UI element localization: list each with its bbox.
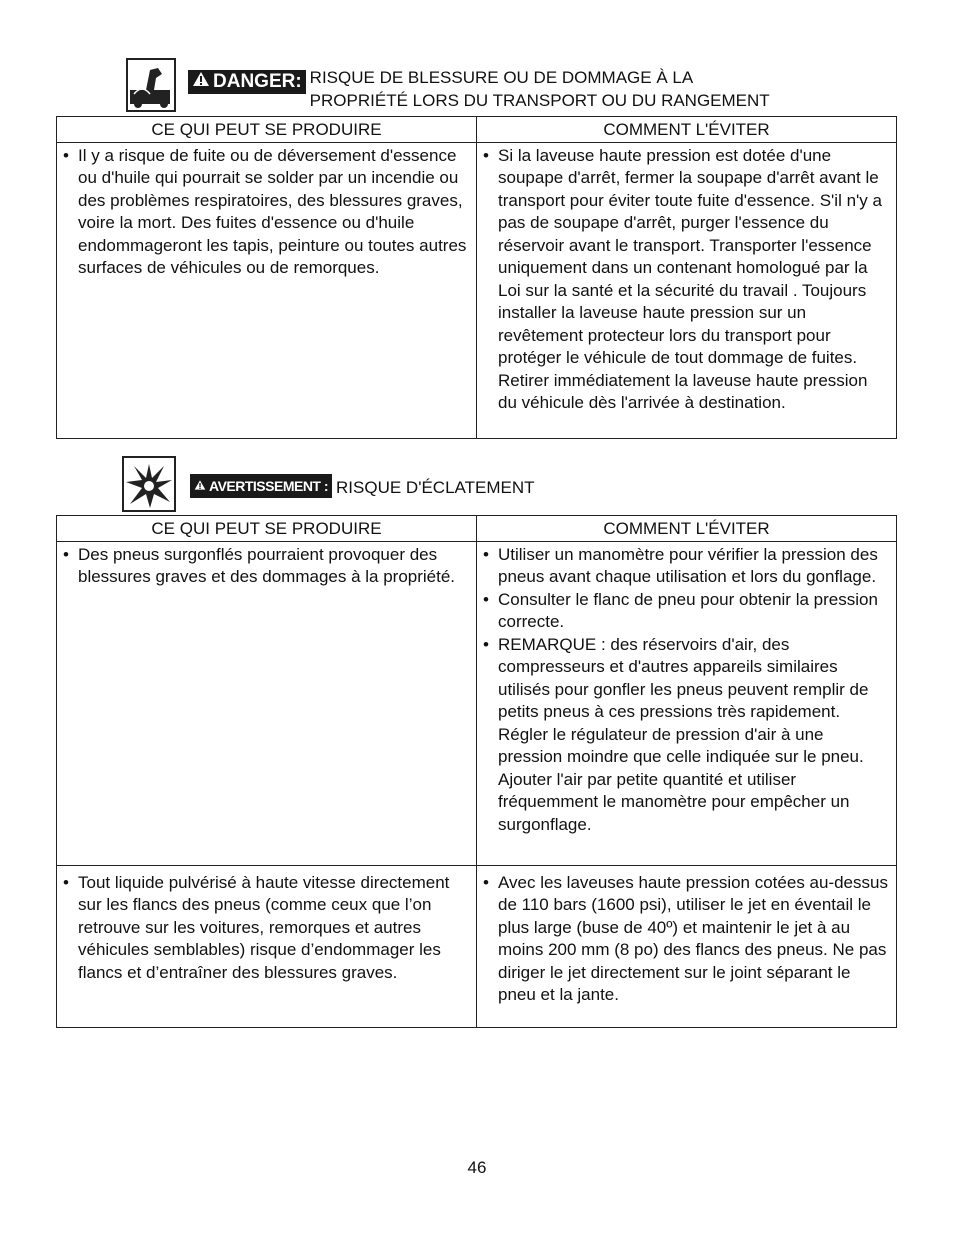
warning-triangle-icon: [192, 71, 210, 93]
hazard-cell: [57, 865, 477, 1027]
transport-hazard-icon: [126, 58, 176, 112]
section1-col2-header: COMMENT L'ÉVITER: [477, 117, 897, 143]
section2-col1-header: CE QUI PEUT SE PRODUIRE: [57, 516, 477, 542]
table-row: [57, 865, 897, 1027]
list-item: • REMARQUE : des réservoirs d'air, des compresseurs et d'autres appareils similaires utilisés pour gonfler les pneus peuvent remplir de petits pneus à ces pressions très rapidement. Régler le régulateur de pression d'air à une pression moindre que celle indiquée sur le pneu. Ajouter l'air par petite quantité et utiliser fréquemment le manomètre pour empêcher un surgonflage.: [483, 634, 890, 837]
section2-col2-header: COMMENT L'ÉVITER: [477, 516, 897, 542]
prevention-cell: [477, 142, 897, 438]
list-item: • Utiliser un manomètre pour vérifier la pression des pneus avant chaque utilisation et lors du gonflage.: [483, 544, 890, 589]
section1-title-line2: PROPRIÉTÉ LORS DU TRANSPORT OU DU RANGEMENT: [309, 91, 770, 110]
explosion-icon: [122, 456, 176, 512]
list-item: • Consulter le flanc de pneu pour obtenir la pression correcte.: [483, 589, 890, 634]
list-item: • Avec les laveuses haute pression cotées au-dessus de 110 bars (1600 psi), utiliser le jet en éventail le plus large (buse de 40º) et maintenir le jet à au moins 200 mm (8 po) des flancs des pneus. Ne pas diriger le jet directement sur le joint séparant le pneu et la jante.: [483, 872, 890, 1007]
warning-badge-label: AVERTISSEMENT :: [209, 478, 329, 494]
list-item: • Si la laveuse haute pression est dotée d'une soupape d'arrêt, fermer la soupape d'arrêt avant le transport pour éviter toute fuite d'essence. S'il n'y a pas de soupape d'arrêt, purger l'essence du réservoir avant le transport. Transporter l'essence uniquement dans un contenant homologué par la Loi sur la santé et la sécurité du travail . Toujours installer la laveuse haute pression sur un revêtement protecteur lors du transport pour protéger le véhicule de tout dommage de fuites. Retirer immédiatement la laveuse haute pression du véhicule dès l'arrivée à destination.: [483, 145, 890, 415]
section1-table: [56, 116, 897, 439]
danger-badge: [188, 70, 306, 94]
section1-header-row: [57, 117, 897, 143]
page-number: 46: [467, 1158, 487, 1177]
danger-badge-label: DANGER:: [213, 71, 302, 92]
section2-title: RISQUE D'ÉCLATEMENT: [336, 478, 535, 497]
hazard-cell: [57, 541, 477, 865]
list-item: • Tout liquide pulvérisé à haute vitesse directement sur les flancs des pneus (comme ceux que l’on retrouve sur les voitures, remorques et autres véhicules semblables) risque d’endommager les flancs et d’entraîner des blessures graves.: [63, 872, 470, 985]
warning-triangle-icon: [194, 478, 206, 494]
section2-header: [122, 456, 535, 512]
section1-header: [126, 58, 770, 112]
section1-title: [310, 66, 770, 112]
list-item: • Il y a risque de fuite ou de déversement d'essence ou d'huile qui pourrait se solder par un incendie ou des problèmes respiratoires, des blessures graves, voire la mort. Des fuites d'essence ou d'huile endommageront les tapis, peinture ou toutes autres surfaces de véhicules ou de remorques.: [63, 145, 470, 280]
section1-col1-header: CE QUI PEUT SE PRODUIRE: [57, 117, 477, 143]
section2-table-wrap: [56, 515, 896, 1028]
section2-header-row: [57, 516, 897, 542]
prevention-cell: [477, 865, 897, 1027]
warning-badge: [190, 474, 332, 498]
table-row: [57, 541, 897, 865]
section2-table: [56, 515, 897, 1028]
prevention-cell: [477, 541, 897, 865]
list-item: • Des pneus surgonflés pourraient provoquer des blessures graves et des dommages à la propriété.: [63, 544, 470, 589]
hazard-cell: [57, 142, 477, 438]
section1-title-line1: RISQUE DE BLESSURE OU DE DOMMAGE À LA: [309, 68, 694, 87]
table-row: [57, 142, 897, 438]
section1-table-wrap: [56, 116, 896, 439]
